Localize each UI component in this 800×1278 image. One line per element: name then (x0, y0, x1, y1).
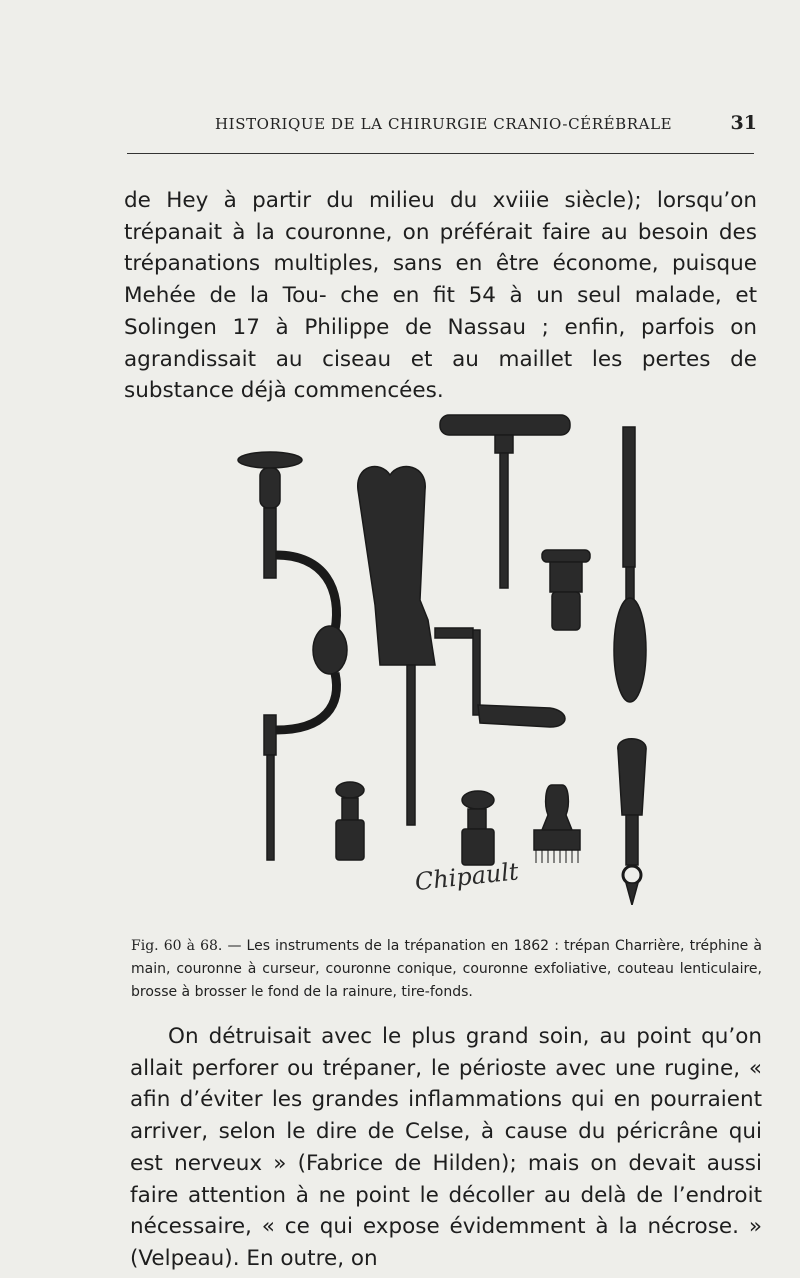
text-line: On détruisait avec le plus grand soin, au point qu’on allait (130, 1024, 762, 1081)
text-line: selon le dire de Celse, à cause du péricrâne qui est nerveux » (130, 1119, 762, 1176)
brace-trephine-drawing (238, 452, 347, 860)
text-line: perforer ou trépaner, le périoste avec une rugine, « afin (130, 1055, 762, 1113)
running-header (127, 110, 757, 140)
engraver-signature: Chipault (413, 857, 520, 897)
figure-number: Fig. 60 à 68. (131, 938, 223, 954)
conical-crown-drawing (542, 550, 590, 630)
text-line: expose évidemment à la nécrose. » (Velpeau). En outre, on (130, 1214, 762, 1271)
page-number: 31 (730, 112, 757, 134)
figure-caption (131, 935, 762, 1004)
text-line: (Fabrice de Hilden); mais on devait aussi faire attention à ne (130, 1150, 762, 1208)
text-line: point le décoller au delà de l’endroit nécessaire, « ce qui (130, 1182, 762, 1240)
lenticular-knife-drawing (614, 427, 646, 702)
paragraph-1 (124, 185, 757, 407)
text-line: multiples, sans en être économe, puisque Mehée de la Tou- (124, 251, 757, 309)
text-line: de Hey à partir du milieu du xviiie siècle); lorsqu’on trépanait (124, 188, 757, 245)
figure-trepanation-instruments (230, 405, 670, 905)
paragraph-2 (130, 1021, 762, 1275)
text-line: che en fit 54 à un seul malade, et Solingen 17 à Philippe de (124, 283, 758, 340)
text-line: d’éviter les grandes inflammations qui en pourraient arriver, (130, 1087, 762, 1145)
caption-text: — Les instruments de la trépanation en 1862 : trépan Charrière, tréphine à main, couronne à curseur, couronne conique, couronne exfoliative, couteau lenticulaire, brosse à brosser le fond de la rainure, tire-fonds. (131, 938, 762, 1000)
hand-trephine-drawing (358, 467, 565, 825)
text-line: à la couronne, on préférait faire au besoin des trépanations (124, 219, 757, 277)
header-rule (127, 153, 754, 154)
screw-extractor-drawing (618, 739, 646, 905)
brush-drawing (534, 785, 580, 863)
instruments-illustration (230, 405, 670, 905)
text-line: les pertes de substance déjà commencées. (124, 346, 757, 404)
exfoliative-crown-drawing (336, 782, 364, 860)
running-title: HISTORIQUE DE LA CHIRURGIE CRANIO-CÉRÉBRALE (215, 115, 673, 133)
text-line: Nassau ; enfin, parfois on agrandissait au ciseau et au maillet (124, 314, 757, 372)
crown-head-drawing (462, 791, 494, 865)
